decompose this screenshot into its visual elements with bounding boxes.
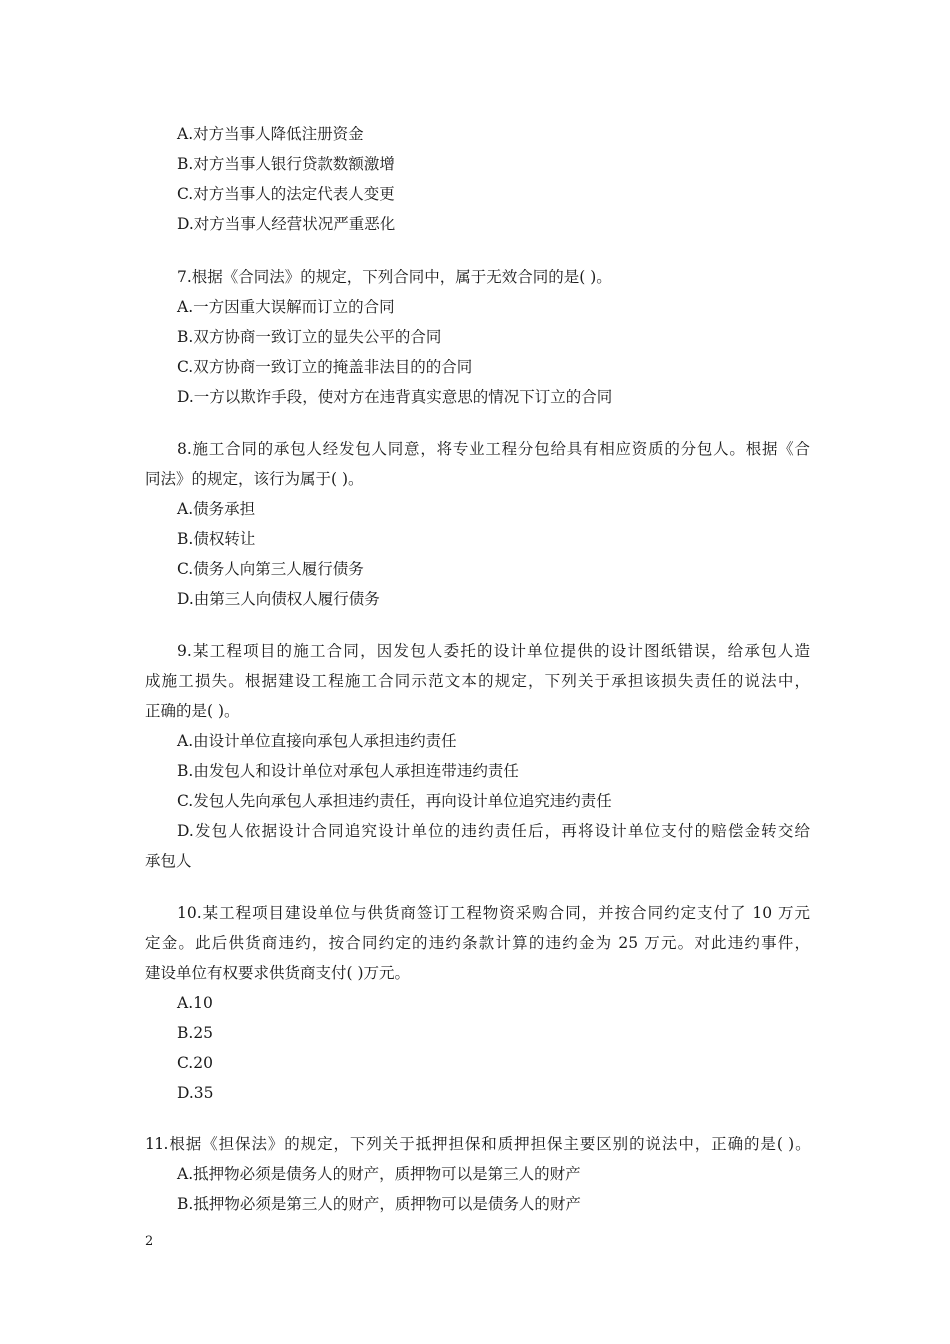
q7-option-c: C.双方协商一致订立的掩盖非法目的的合同 — [177, 358, 473, 376]
q9-stem-line-2: 成施工损失。根据建设工程施工合同示范文本的规定，下列关于承担该损失责任的说法中， — [145, 672, 810, 690]
page-number: 2 — [145, 1234, 154, 1249]
q9-option-a: A.由设计单位直接向承包人承担违约责任 — [177, 732, 457, 750]
q8-stem-line-1: 8.施工合同的承包人经发包人同意，将专业工程分包给具有相应资质的分包人。根据《合 — [177, 440, 810, 458]
q11-stem: 11.根据《担保法》的规定，下列关于抵押担保和质押担保主要区别的说法中，正确的是( )。 — [145, 1135, 810, 1153]
q7-option-d: D.一方以欺诈手段，使对方在违背真实意思的情况下订立的合同 — [177, 388, 613, 406]
q9-option-d-line-2: 承包人 — [145, 852, 192, 870]
q8-stem-line-2: 同法》的规定，该行为属于( )。 — [145, 470, 364, 488]
q6-option-b: B.对方当事人银行贷款数额激增 — [177, 155, 395, 173]
q8-option-d: D.由第三人向债权人履行债务 — [177, 590, 380, 608]
q7-stem: 7.根据《合同法》的规定，下列合同中，属于无效合同的是( )。 — [177, 268, 612, 286]
q9-option-b: B.由发包人和设计单位对承包人承担连带违约责任 — [177, 762, 519, 780]
q9-option-d-line-1: D.发包人依据设计合同追究设计单位的违约责任后，再将设计单位支付的赔偿金转交给 — [177, 822, 810, 840]
q11-option-b: B.抵押物必须是第三人的财产，质押物可以是债务人的财产 — [177, 1195, 581, 1213]
q9-stem-line-3: 正确的是( )。 — [145, 702, 240, 720]
q8-option-a: A.债务承担 — [177, 500, 256, 518]
q10-option-c: C.20 — [177, 1054, 213, 1072]
q6-option-c: C.对方当事人的法定代表人变更 — [177, 185, 395, 203]
q6-option-a: A.对方当事人降低注册资金 — [177, 125, 364, 143]
q10-stem-line-2: 定金。此后供货商违约，按合同约定的违约条款计算的违约金为 25 万元。对此违约事件， — [145, 934, 810, 952]
q7-option-b: B.双方协商一致订立的显失公平的合同 — [177, 328, 442, 346]
q8-option-b: B.债权转让 — [177, 530, 256, 548]
q10-option-d: D.35 — [177, 1084, 214, 1102]
q9-option-c: C.发包人先向承包人承担违约责任，再向设计单位追究违约责任 — [177, 792, 612, 810]
q10-option-a: A.10 — [177, 994, 213, 1012]
q7-option-a: A.一方因重大误解而订立的合同 — [177, 298, 395, 316]
q10-option-b: B.25 — [177, 1024, 214, 1042]
q8-option-c: C.债务人向第三人履行债务 — [177, 560, 364, 578]
q9-stem-line-1: 9.某工程项目的施工合同，因发包人委托的设计单位提供的设计图纸错误，给承包人造 — [177, 642, 810, 660]
q11-option-a: A.抵押物必须是债务人的财产，质押物可以是第三人的财产 — [177, 1165, 581, 1183]
q10-stem-line-1: 10.某工程项目建设单位与供货商签订工程物资采购合同，并按合同约定支付了 10 万元 — [177, 904, 810, 922]
q6-option-d: D.对方当事人经营状况严重恶化 — [177, 215, 396, 233]
q10-stem-line-3: 建设单位有权要求供货商支付( )万元。 — [145, 964, 411, 982]
